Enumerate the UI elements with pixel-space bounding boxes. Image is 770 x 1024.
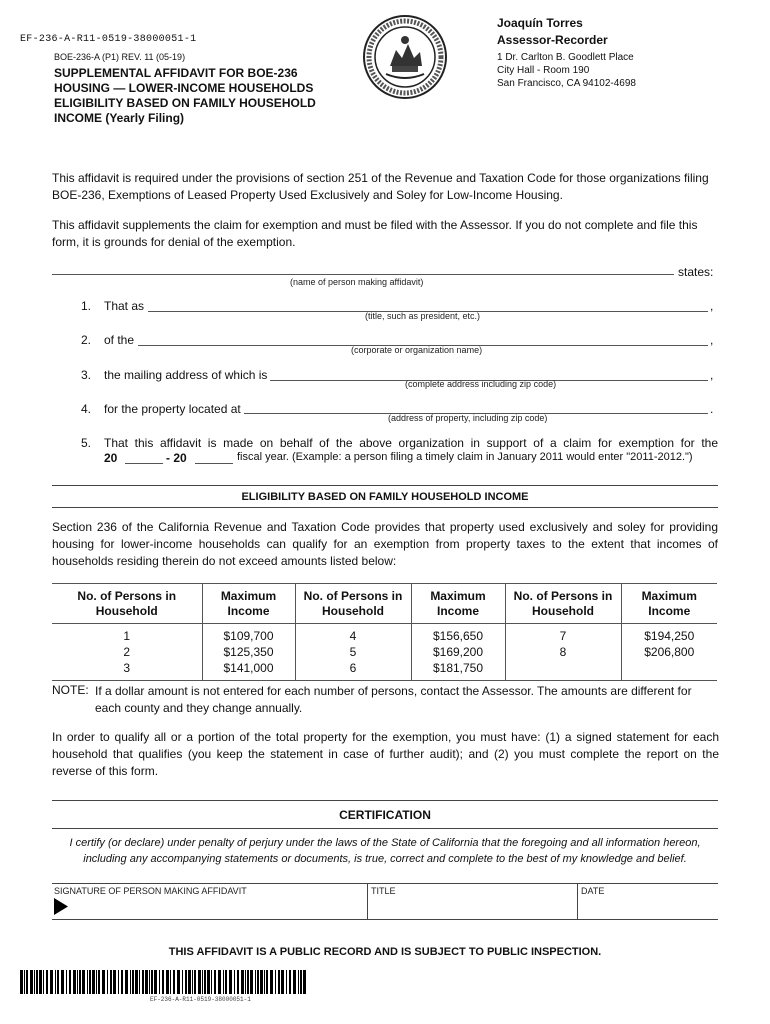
assessor-address — [497, 51, 636, 90]
persons-cell — [295, 624, 411, 681]
title-hint: (title, such as president, etc.) — [365, 311, 481, 321]
barcode-caption: EF-236-A-R11-0519-38000051-1 — [150, 996, 251, 1003]
title-line: ELIGIBILITY BASED ON FAMILY HOUSEHOLD — [54, 96, 316, 110]
item-number: 4. — [81, 402, 92, 416]
affiant-name-hint: (name of person making affidavit) — [290, 277, 424, 287]
states-label: states: — [678, 265, 714, 279]
assessor-title: Assessor-Recorder — [497, 33, 608, 47]
city-seal-icon — [362, 14, 448, 100]
eligibility-paragraph: Section 236 of the California Revenue and Taxation Code provides that property used exclusively and soley for providing housing for lower-income households can qualify for an exemption from property taxes to the extent that incomes of households residing therein do not exceed amounts listed below: — [52, 520, 718, 568]
fiscal-year-dash: - 20 — [166, 451, 187, 465]
cell-value: $109,700 — [223, 629, 274, 643]
item-label: for the property located at — [104, 402, 241, 416]
eligibility-heading: ELIGIBILITY BASED ON FAMILY HOUSEHOLD INCOME — [241, 491, 529, 503]
item5-text: That this affidavit is made on behalf of the above organization in support of a claim for exemption for the — [104, 436, 718, 450]
income-limits-table — [52, 583, 717, 681]
title-line: SUPPLEMENTAL AFFIDAVIT FOR BOE-236 — [54, 66, 298, 80]
cell-value: 2 — [123, 645, 131, 659]
fiscal-year-end-field[interactable] — [195, 463, 233, 464]
section-divider — [52, 507, 718, 508]
cell-value: $141,000 — [223, 661, 274, 675]
fiscal-year-prefix: 20 — [104, 451, 118, 465]
cell-value: 7 — [559, 629, 567, 643]
fiscal-year-example: fiscal year. (Example: a person filing a timely claim in January 2011 would enter "2011-2012.") — [237, 451, 693, 463]
income-cell — [411, 624, 505, 681]
item-end-punct: , — [710, 368, 714, 382]
intro-paragraph-2: This affidavit supplements the claim for exemption and must be filed with the Assessor. If you do not complete and file this form, it is grounds for denial of the exemption. — [52, 218, 698, 249]
signature-field[interactable] — [52, 884, 367, 919]
form-number: BOE-236-A (P1) REV. 11 (05-19) — [54, 52, 186, 62]
table-header: Maximum Income — [202, 584, 295, 624]
cell-value: 8 — [559, 645, 567, 659]
title-signature-field[interactable] — [367, 884, 578, 919]
cell-value: 3 — [123, 661, 131, 675]
item-number: 2. — [81, 333, 92, 347]
cell-value: 5 — [349, 645, 357, 659]
certification-heading: CERTIFICATION — [339, 808, 431, 822]
item-number: 1. — [81, 299, 92, 313]
property-address-hint: (address of property, including zip code) — [388, 413, 548, 423]
affiant-name-field[interactable] — [52, 274, 674, 275]
section-divider — [52, 485, 718, 486]
item-end-punct: . — [710, 402, 714, 416]
item-label: the mailing address of which is — [104, 368, 268, 382]
table-header: Maximum Income — [621, 584, 717, 624]
income-cell — [621, 624, 717, 681]
item-number: 5. — [81, 436, 92, 450]
section-divider — [52, 800, 718, 801]
cell-value: $156,650 — [432, 629, 484, 643]
cell-value: 4 — [349, 629, 357, 643]
title-label: TITLE — [371, 886, 396, 896]
intro-paragraph-1: This affidavit is required under the provisions of section 251 of the Revenue and Taxation Code for those organizations filing BOE-236, Exemptions of Leased Property Used Exclusively and Soley for Low-Income Housing. — [52, 171, 709, 202]
date-field[interactable] — [577, 884, 719, 919]
qualification-paragraph: In order to qualify all or a portion of the total property for the exemption, you must have: (1) a signed statement for each household that qualifies (you keep the statement in case of further audit); and (2) you must complete the report on the reverse of this form. — [52, 730, 719, 778]
fiscal-year-start-field[interactable] — [125, 463, 163, 464]
item-label: of the — [104, 333, 135, 347]
table-row — [52, 624, 717, 681]
cell-value: $169,200 — [432, 645, 484, 659]
cell-value: $194,250 — [644, 629, 695, 643]
mailing-address-hint: (complete address including zip code) — [405, 379, 557, 389]
title-line: HOUSING — LOWER-INCOME HOUSEHOLDS — [54, 81, 314, 95]
date-label: DATE — [581, 886, 605, 896]
persons-cell — [505, 624, 621, 681]
note-text: If a dollar amount is not entered for each number of persons, contact the Assessor. The amounts are different for each county and they change annually. — [95, 684, 692, 715]
cell-value: $125,350 — [223, 645, 274, 659]
signature-label: SIGNATURE OF PERSON MAKING AFFIDAVIT — [54, 886, 247, 896]
item-label: That as — [104, 299, 145, 313]
persons-cell — [52, 624, 202, 681]
organization-hint: (corporate or organization name) — [351, 345, 483, 355]
section-divider — [52, 828, 718, 829]
item-number: 3. — [81, 368, 92, 382]
cell-value: $206,800 — [644, 645, 695, 659]
signature-row — [52, 883, 718, 920]
table-header: No. of Persons in Household — [505, 584, 621, 624]
certification-statement: I certify (or declare) under penalty of perjury under the laws of the State of California that the foregoing and all information hereon, including any accompanying statements or documents, is true, correct and complete to the best of my knowledge and belief. — [69, 837, 701, 865]
table-header: Maximum Income — [411, 584, 505, 624]
cell-value: 1 — [123, 629, 131, 643]
item-end-punct: , — [710, 333, 714, 347]
barcode-icon — [20, 970, 310, 994]
table-header: No. of Persons in Household — [52, 584, 202, 624]
address-line: 1 Dr. Carlton B. Goodlett Place — [497, 52, 634, 63]
note-label: NOTE: — [52, 683, 89, 697]
item-end-punct: , — [710, 299, 714, 313]
income-cell — [202, 624, 295, 681]
form-barcode-id: EF-236-A-R11-0519-38000051-1 — [20, 34, 197, 45]
sign-here-arrow-icon — [54, 898, 68, 915]
public-record-notice: THIS AFFIDAVIT IS A PUBLIC RECORD AND IS SUBJECT TO PUBLIC INSPECTION. — [168, 946, 602, 958]
table-header-row — [52, 584, 717, 624]
cell-value: $181,750 — [432, 661, 484, 675]
form-title — [54, 66, 316, 126]
assessor-name: Joaquín Torres — [497, 16, 583, 30]
address-line: San Francisco, CA 94102-4698 — [497, 78, 636, 89]
address-line: City Hall - Room 190 — [497, 65, 590, 76]
title-line: INCOME (Yearly Filing) — [54, 111, 185, 125]
table-header: No. of Persons in Household — [295, 584, 411, 624]
cell-value: 6 — [349, 661, 357, 675]
